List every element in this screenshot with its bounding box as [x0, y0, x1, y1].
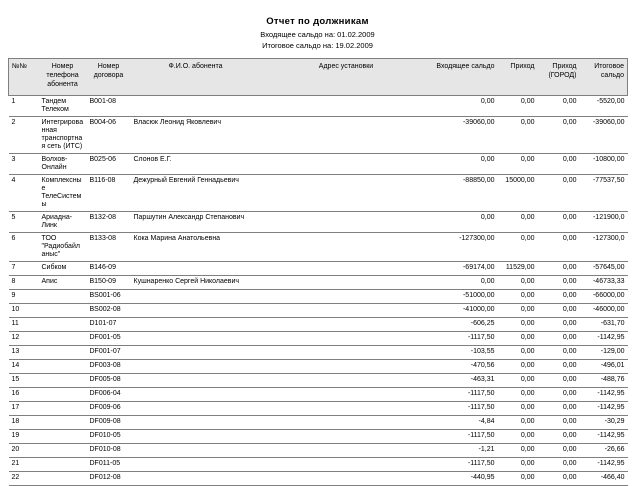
cell-income-city: 0,00: [538, 318, 580, 332]
cell-phone: [39, 332, 87, 346]
column-header-phone: Номер телефона абонента: [39, 59, 87, 96]
table-row: [9, 233, 628, 262]
cell-incoming-balance: -127300,00: [432, 233, 498, 262]
cell-phone: Апис: [39, 276, 87, 290]
cell-num: 13: [9, 346, 39, 360]
cell-address: [261, 212, 432, 233]
cell-incoming-balance: 0,00: [432, 96, 498, 117]
cell-address: [261, 96, 432, 117]
cell-num: 12: [9, 332, 39, 346]
cell-income-city: 0,00: [538, 332, 580, 346]
cell-contract: B025-06: [87, 154, 131, 175]
cell-phone: [39, 374, 87, 388]
table-row: [9, 346, 628, 360]
cell-num: 22: [9, 472, 39, 486]
cell-income: 0,00: [498, 346, 538, 360]
table-row: [9, 444, 628, 458]
cell-contract: DF001-07: [87, 346, 131, 360]
cell-incoming-balance: 0,00: [432, 212, 498, 233]
cell-num: 17: [9, 402, 39, 416]
cell-income-city: 0,00: [538, 96, 580, 117]
cell-contract: DF005-08: [87, 374, 131, 388]
cell-address: [261, 458, 432, 472]
cell-contract: BS001-06: [87, 290, 131, 304]
cell-num: 1: [9, 96, 39, 117]
cell-num: 6: [9, 233, 39, 262]
cell-fio: [131, 374, 261, 388]
table-row: [9, 430, 628, 444]
cell-income: 0,00: [498, 117, 538, 154]
cell-incoming-balance: -51000,00: [432, 290, 498, 304]
cell-total-balance: -46733,33: [580, 276, 628, 290]
cell-incoming-balance: -69174,00: [432, 262, 498, 276]
cell-fio: Слонов Е.Г.: [131, 154, 261, 175]
cell-income-city: 0,00: [538, 402, 580, 416]
cell-address: [261, 304, 432, 318]
cell-contract: D101-07: [87, 318, 131, 332]
cell-incoming-balance: -470,56: [432, 360, 498, 374]
cell-address: [261, 402, 432, 416]
column-header-address: Адрес установки: [261, 59, 432, 96]
cell-address: [261, 262, 432, 276]
table-row: [9, 318, 628, 332]
cell-income-city: 0,00: [538, 430, 580, 444]
cell-total-balance: -1142,95: [580, 388, 628, 402]
cell-phone: [39, 388, 87, 402]
cell-num: 3: [9, 154, 39, 175]
cell-fio: [131, 304, 261, 318]
cell-total-balance: -66000,00: [580, 290, 628, 304]
cell-total-balance: -466,40: [580, 472, 628, 486]
cell-total-balance: -77537,50: [580, 175, 628, 212]
cell-income: 0,00: [498, 290, 538, 304]
cell-income-city: 0,00: [538, 458, 580, 472]
cell-income-city: 0,00: [538, 346, 580, 360]
cell-address: [261, 444, 432, 458]
table-row: [9, 117, 628, 154]
cell-address: [261, 154, 432, 175]
cell-address: [261, 290, 432, 304]
cell-num: 14: [9, 360, 39, 374]
cell-num: 18: [9, 416, 39, 430]
cell-fio: Кока Марина Анатольевна: [131, 233, 261, 262]
table-row: [9, 96, 628, 117]
cell-phone: Ариадна-Линк: [39, 212, 87, 233]
cell-incoming-balance: -1117,50: [432, 388, 498, 402]
cell-num: 9: [9, 290, 39, 304]
column-header-income-city: Приход (ГОРОД): [538, 59, 580, 96]
debtors-table: [8, 58, 628, 486]
cell-address: [261, 346, 432, 360]
cell-address: [261, 276, 432, 290]
cell-fio: Дежурный Евгений Геннадьевич: [131, 175, 261, 212]
cell-incoming-balance: 0,00: [432, 154, 498, 175]
cell-total-balance: -39060,00: [580, 117, 628, 154]
cell-income-city: 0,00: [538, 374, 580, 388]
cell-income: 0,00: [498, 212, 538, 233]
table-row: [9, 332, 628, 346]
cell-income: 0,00: [498, 233, 538, 262]
cell-income-city: 0,00: [538, 360, 580, 374]
cell-income: 0,00: [498, 472, 538, 486]
cell-incoming-balance: -463,31: [432, 374, 498, 388]
cell-incoming-balance: -1117,50: [432, 332, 498, 346]
cell-address: [261, 117, 432, 154]
cell-contract: B150-09: [87, 276, 131, 290]
report-subtitle-total-balance: Итоговое сальдо на: 19.02.2009: [262, 40, 373, 50]
cell-num: 8: [9, 276, 39, 290]
cell-contract: B116-08: [87, 175, 131, 212]
cell-contract: DF010-05: [87, 430, 131, 444]
cell-address: [261, 233, 432, 262]
cell-fio: Паршутин Александр Степанович: [131, 212, 261, 233]
cell-income-city: 0,00: [538, 416, 580, 430]
cell-fio: [131, 290, 261, 304]
cell-fio: [131, 332, 261, 346]
cell-fio: [131, 360, 261, 374]
cell-phone: [39, 318, 87, 332]
cell-phone: [39, 304, 87, 318]
cell-income: 0,00: [498, 96, 538, 117]
cell-income: 0,00: [498, 430, 538, 444]
cell-total-balance: -10800,00: [580, 154, 628, 175]
cell-incoming-balance: -606,25: [432, 318, 498, 332]
cell-phone: Сибком: [39, 262, 87, 276]
table-row: [9, 262, 628, 276]
cell-incoming-balance: -88850,00: [432, 175, 498, 212]
cell-incoming-balance: 0,00: [432, 276, 498, 290]
cell-address: [261, 430, 432, 444]
column-header-total-balance: Итоговое сальдо: [580, 59, 628, 96]
cell-address: [261, 332, 432, 346]
cell-income-city: 0,00: [538, 444, 580, 458]
cell-num: 21: [9, 458, 39, 472]
cell-address: [261, 416, 432, 430]
cell-incoming-balance: -1,21: [432, 444, 498, 458]
report-subtitle-incoming-balance: Входящее сальдо на: 01.02.2009: [260, 30, 375, 39]
debtors-table-body: [9, 96, 628, 486]
cell-fio: [131, 346, 261, 360]
cell-fio: [131, 458, 261, 472]
cell-income-city: 0,00: [538, 117, 580, 154]
table-row: [9, 402, 628, 416]
column-header-contract: Номер договора: [87, 59, 131, 96]
cell-incoming-balance: -103,55: [432, 346, 498, 360]
cell-income-city: 0,00: [538, 175, 580, 212]
cell-total-balance: -631,70: [580, 318, 628, 332]
cell-phone: [39, 444, 87, 458]
cell-income: 0,00: [498, 318, 538, 332]
cell-contract: BS002-08: [87, 304, 131, 318]
cell-contract: B004-06: [87, 117, 131, 154]
cell-num: 19: [9, 430, 39, 444]
table-row: [9, 388, 628, 402]
table-row: [9, 175, 628, 212]
cell-incoming-balance: -1117,50: [432, 402, 498, 416]
cell-fio: [131, 96, 261, 117]
cell-phone: [39, 346, 87, 360]
cell-contract: DF009-08: [87, 416, 131, 430]
cell-phone: [39, 472, 87, 486]
cell-contract: B133-08: [87, 233, 131, 262]
cell-fio: [131, 416, 261, 430]
cell-contract: DF001-05: [87, 332, 131, 346]
cell-income-city: 0,00: [538, 290, 580, 304]
cell-incoming-balance: -1117,50: [432, 458, 498, 472]
cell-phone: Тандем Телеком: [39, 96, 87, 117]
cell-income-city: 0,00: [538, 276, 580, 290]
cell-num: 11: [9, 318, 39, 332]
column-header-fio: Ф.И.О. абонента: [131, 59, 261, 96]
table-header-row: [9, 59, 628, 96]
cell-contract: DF006-04: [87, 388, 131, 402]
cell-fio: Кушнаренко Сергей Николаевич: [131, 276, 261, 290]
cell-fio: [131, 262, 261, 276]
cell-income: 0,00: [498, 304, 538, 318]
cell-num: 7: [9, 262, 39, 276]
cell-phone: [39, 402, 87, 416]
cell-total-balance: -57645,00: [580, 262, 628, 276]
cell-num: 15: [9, 374, 39, 388]
table-header: [9, 59, 628, 96]
cell-total-balance: -1142,95: [580, 332, 628, 346]
table-row: [9, 276, 628, 290]
cell-income: 0,00: [498, 388, 538, 402]
cell-income: 0,00: [498, 360, 538, 374]
cell-phone: Интегрированная транспортная сеть (ИТС): [39, 117, 87, 154]
cell-income: 0,00: [498, 458, 538, 472]
cell-income: 0,00: [498, 416, 538, 430]
cell-total-balance: -46000,00: [580, 304, 628, 318]
column-header-income: Приход: [498, 59, 538, 96]
cell-income-city: 0,00: [538, 304, 580, 318]
cell-total-balance: -5520,00: [580, 96, 628, 117]
cell-income-city: 0,00: [538, 154, 580, 175]
cell-contract: DF011-05: [87, 458, 131, 472]
cell-address: [261, 175, 432, 212]
cell-income: 15000,00: [498, 175, 538, 212]
column-header-num: №№: [9, 59, 39, 96]
cell-fio: [131, 444, 261, 458]
cell-total-balance: -488,76: [580, 374, 628, 388]
cell-phone: [39, 458, 87, 472]
cell-total-balance: -121900,0: [580, 212, 628, 233]
cell-fio: Власюк Леонид Яковлевич: [131, 117, 261, 154]
cell-phone: Волхов-Онлайн: [39, 154, 87, 175]
cell-fio: [131, 318, 261, 332]
cell-fio: [131, 388, 261, 402]
cell-income-city: 0,00: [538, 388, 580, 402]
cell-fio: [131, 472, 261, 486]
cell-fio: [131, 430, 261, 444]
cell-contract: B132-08: [87, 212, 131, 233]
cell-total-balance: -129,00: [580, 346, 628, 360]
report-title: Отчет по должникам: [266, 16, 369, 27]
cell-total-balance: -496,01: [580, 360, 628, 374]
cell-contract: DF012-08: [87, 472, 131, 486]
table-row: [9, 416, 628, 430]
cell-contract: DF003-08: [87, 360, 131, 374]
cell-num: 5: [9, 212, 39, 233]
cell-income-city: 0,00: [538, 262, 580, 276]
table-row: [9, 472, 628, 486]
cell-num: 20: [9, 444, 39, 458]
cell-address: [261, 318, 432, 332]
table-row: [9, 304, 628, 318]
cell-income-city: 0,00: [538, 212, 580, 233]
cell-income: 0,00: [498, 276, 538, 290]
cell-income: 0,00: [498, 332, 538, 346]
column-header-incoming-balance: Входящее сальдо: [432, 59, 498, 96]
table-row: [9, 458, 628, 472]
cell-total-balance: -127300,0: [580, 233, 628, 262]
cell-num: 10: [9, 304, 39, 318]
cell-address: [261, 472, 432, 486]
cell-incoming-balance: -41000,00: [432, 304, 498, 318]
cell-total-balance: -26,66: [580, 444, 628, 458]
cell-income-city: 0,00: [538, 472, 580, 486]
cell-address: [261, 360, 432, 374]
cell-num: 4: [9, 175, 39, 212]
cell-income: 0,00: [498, 444, 538, 458]
cell-address: [261, 388, 432, 402]
cell-contract: B146-09: [87, 262, 131, 276]
cell-contract: B001-08: [87, 96, 131, 117]
table-row: [9, 360, 628, 374]
cell-total-balance: -1142,95: [580, 430, 628, 444]
cell-incoming-balance: -1117,50: [432, 430, 498, 444]
cell-income: 0,00: [498, 402, 538, 416]
cell-num: 2: [9, 117, 39, 154]
cell-total-balance: -30,29: [580, 416, 628, 430]
cell-income: 11529,00: [498, 262, 538, 276]
cell-incoming-balance: -39060,00: [432, 117, 498, 154]
cell-phone: ТОО "Радиобайланыс": [39, 233, 87, 262]
cell-incoming-balance: -440,95: [432, 472, 498, 486]
cell-phone: [39, 360, 87, 374]
cell-phone: [39, 430, 87, 444]
table-row: [9, 154, 628, 175]
table-row: [9, 212, 628, 233]
cell-contract: DF010-08: [87, 444, 131, 458]
cell-num: 16: [9, 388, 39, 402]
cell-fio: [131, 402, 261, 416]
cell-phone: [39, 416, 87, 430]
cell-income: 0,00: [498, 154, 538, 175]
cell-incoming-balance: -4,84: [432, 416, 498, 430]
cell-address: [261, 374, 432, 388]
cell-contract: DF009-06: [87, 402, 131, 416]
cell-total-balance: -1142,95: [580, 402, 628, 416]
table-row: [9, 290, 628, 304]
cell-income: 0,00: [498, 374, 538, 388]
cell-phone: [39, 290, 87, 304]
cell-phone: Комплексные ТелеСистемы: [39, 175, 87, 212]
table-row: [9, 374, 628, 388]
cell-income-city: 0,00: [538, 233, 580, 262]
cell-total-balance: -1142,95: [580, 458, 628, 472]
